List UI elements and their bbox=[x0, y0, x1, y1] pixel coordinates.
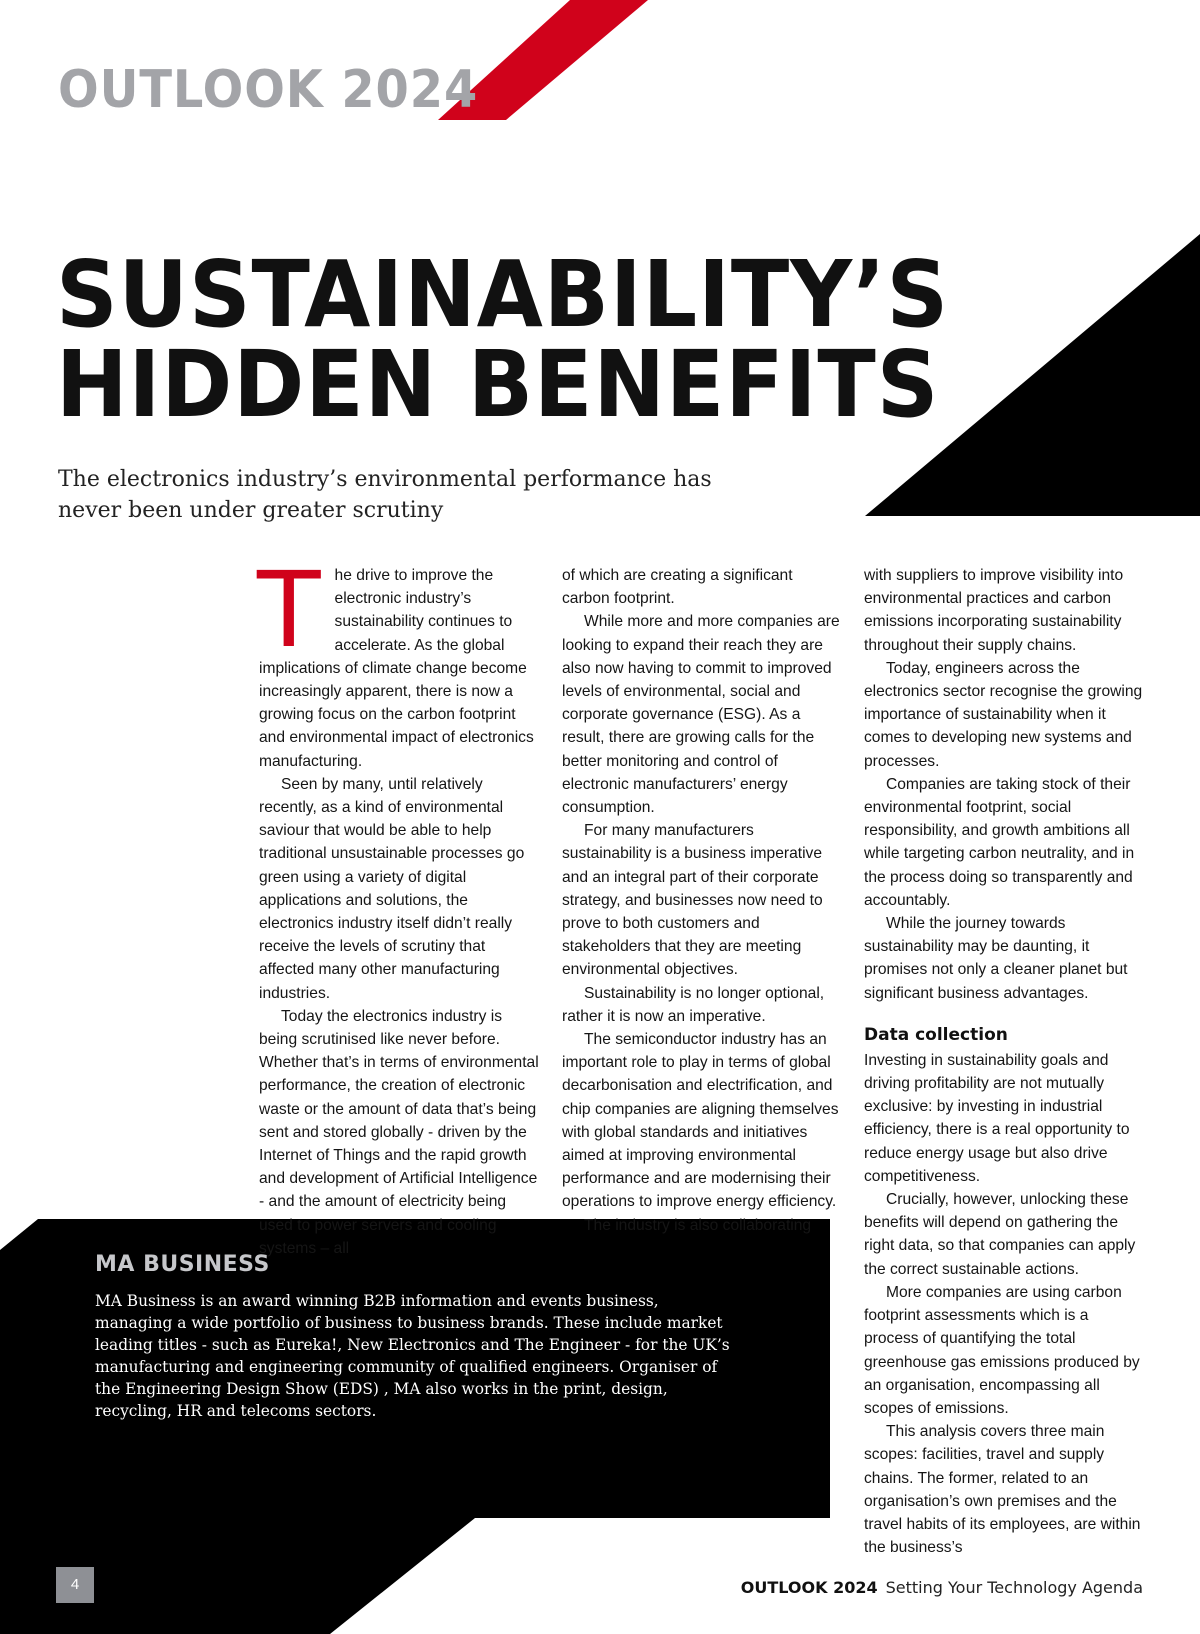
paragraph: More companies are using carbon footprint assessments which is a process of quantifying the total greenhouse gas emissions produced by an organisation, encompassing all scopes of emissions. bbox=[864, 1283, 1140, 1417]
section-subhead: Data collection bbox=[864, 1024, 1008, 1045]
drop-cap: T bbox=[257, 549, 321, 671]
paragraph: he drive to improve the electronic industry’s sustainability continues to accelerate. As the global implications of climate change become increasingly apparent, there is now a growing focus on the carbon footprint and environmental impact of electronics manufacturing. bbox=[259, 567, 534, 770]
paragraph: Today, engineers across the electronics sector recognise the growing importance of sustainability when it comes to developing new systems and processes. bbox=[864, 659, 1143, 770]
paragraph: The semiconductor industry has an important role to play in terms of global decarbonisation and electrification, and chip companies are aligning themselves with global standards and initiatives aimed at improving environmental performance and are modernising their operations to improve energy efficiency. bbox=[562, 1031, 839, 1211]
footer-tagline: Setting Your Technology Agenda bbox=[885, 1578, 1143, 1597]
info-box-title: MA BUSINESS bbox=[95, 1252, 270, 1277]
paragraph: of which are creating a significant carbon footprint. bbox=[562, 567, 793, 608]
paragraph: While more and more companies are looking to expand their reach they are also now having to commit to improved levels of environmental, social and corporate governance (ESG). As a result, there are growing calls for the better monitoring and control of electronic manufacturers’ energy consumption. bbox=[562, 613, 840, 817]
paragraph: Crucially, however, unlocking these benefits will depend on gathering the right data, so that companies can apply the correct sustainable actions. bbox=[864, 1191, 1136, 1278]
black-info-panel bbox=[0, 1219, 830, 1634]
info-box-body: MA Business is an award winning B2B information and events business, managing a wide portfolio of business to business brands. These include market leading titles - such as Eureka!, New Electronics and The Engineer - for the UK’s manufacturing and engineering community of qualified engineers. Organiser of the Engineering Design Show (EDS) , MA also works in the print, design, recycling, HR and telecoms sectors. bbox=[95, 1292, 730, 1420]
standfirst: The electronics industry’s environmental performance has never been under greater scrutiny bbox=[58, 467, 712, 523]
paragraph: Today the electronics industry is being scrutinised like never before. Whether that’s in terms of environmental performance, the creation of electronic waste or the amount of data that’s being sent and stored globally - driven by the Internet of Things and the rapid growth and development of Artificial Intelligence - and the amount of electricity being used to power servers and cooling systems – all bbox=[259, 1007, 539, 1257]
paragraph: Sustainability is no longer optional, rather it is now an imperative. bbox=[562, 984, 825, 1025]
paragraph: Companies are taking stock of their environmental footprint, social responsibility, and growth ambitions all while targeting carbon neutrality, and in the process doing so transparently and accountably. bbox=[864, 775, 1135, 909]
paragraph: Investing in sustainability goals and driving profitability are not mutually exclusive: by investing in industrial efficiency, there is a real opportunity to reduce energy usage but also drive competitiveness. bbox=[864, 1051, 1130, 1185]
running-footer bbox=[741, 1580, 1143, 1597]
paragraph: For many manufacturers sustainability is a business imperative and an integral part of their corporate strategy, and businesses now need to prove to both customers and stakeholders that they are meeting environmental objectives. bbox=[562, 822, 823, 979]
paragraph: Seen by many, until relatively recently, as a kind of environmental saviour that would be able to help traditional unsustainable processes go green using a variety of digital applications and solutions, the electronics industry itself didn’t really receive the levels of scrutiny that affected many other manufacturing industries. bbox=[259, 775, 525, 1002]
paragraph: with suppliers to improve visibility into environmental practices and carbon emissions incorporating sustainability throughout their supply chains. bbox=[864, 567, 1124, 654]
headline-line-2: HIDDEN BENEFITS bbox=[56, 331, 940, 438]
body-column-1 bbox=[257, 549, 539, 1260]
page-number: 4 bbox=[56, 1567, 94, 1603]
article-headline bbox=[56, 241, 950, 438]
headline-line-1: SUSTAINABILITY’S bbox=[56, 241, 950, 348]
footer-brand: OUTLOOK 2024 bbox=[740, 1578, 878, 1597]
body-column-2 bbox=[562, 564, 842, 1237]
paragraph: This analysis covers three main scopes: facilities, travel and supply chains. The former, related to an organisation’s own premises and the travel habits of its employees, are within the business’s bbox=[864, 1423, 1141, 1557]
body-column-3 bbox=[864, 564, 1144, 1559]
paragraph: The industry is also collaborating bbox=[584, 1216, 812, 1234]
paragraph: While the journey towards sustainability may be daunting, it promises not only a cleaner planet but significant business advantages. bbox=[864, 915, 1128, 1002]
section-kicker: OUTLOOK 2024 bbox=[58, 60, 479, 120]
